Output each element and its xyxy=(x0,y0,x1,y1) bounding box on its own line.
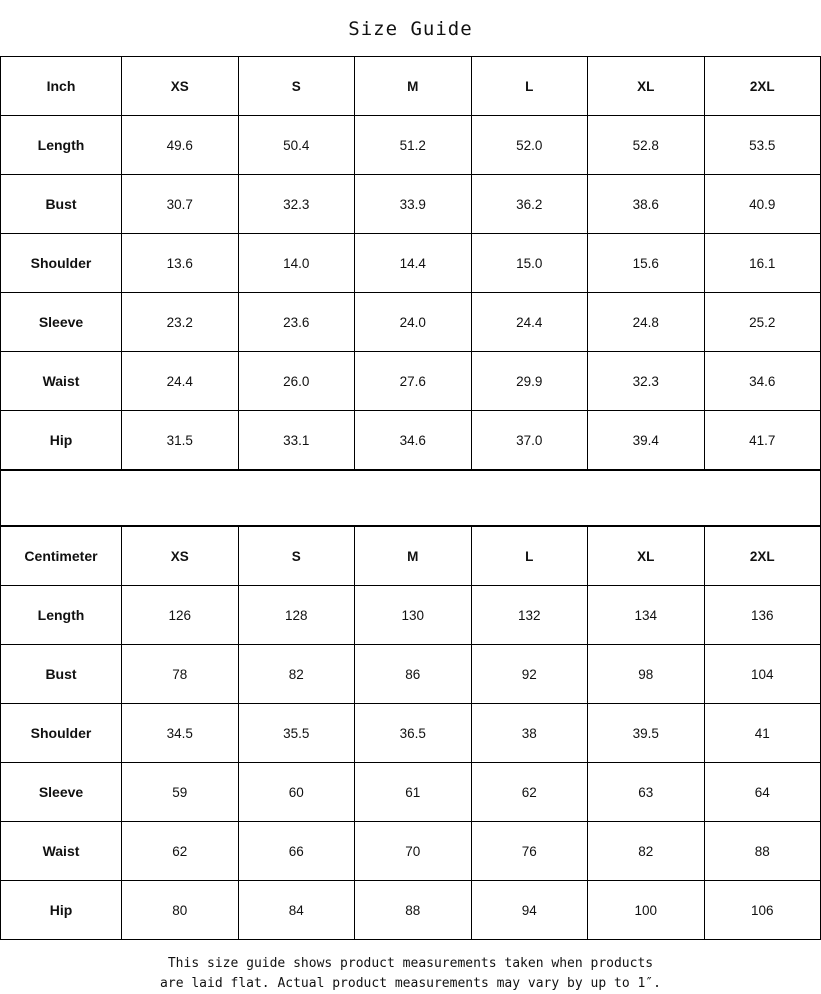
column-header-xl: XL xyxy=(588,527,705,586)
table-header-row xyxy=(1,57,821,116)
cell-waist-xl: 82 xyxy=(588,822,705,881)
cell-bust-2xl: 40.9 xyxy=(704,175,821,234)
column-header-l: L xyxy=(471,527,588,586)
cell-hip-m: 34.6 xyxy=(355,411,472,470)
row-label-hip: Hip xyxy=(1,411,122,470)
cell-length-s: 50.4 xyxy=(238,116,355,175)
footnote-line-1: This size guide shows product measurements taken when products xyxy=(167,956,654,971)
table-row xyxy=(1,293,821,352)
row-label-sleeve: Sleeve xyxy=(1,763,122,822)
cell-length-xs: 49.6 xyxy=(122,116,239,175)
table-row xyxy=(1,763,821,822)
column-header-l: L xyxy=(471,57,588,116)
cell-length-2xl: 136 xyxy=(704,586,821,645)
row-label-sleeve: Sleeve xyxy=(1,293,122,352)
cell-waist-2xl: 88 xyxy=(704,822,821,881)
row-label-shoulder: Shoulder xyxy=(1,704,122,763)
cell-shoulder-l: 38 xyxy=(471,704,588,763)
cell-bust-m: 33.9 xyxy=(355,175,472,234)
unit-label-centimeter: Centimeter xyxy=(1,527,122,586)
cell-length-m: 130 xyxy=(355,586,472,645)
footnote xyxy=(0,940,821,994)
cell-bust-l: 36.2 xyxy=(471,175,588,234)
cell-waist-m: 70 xyxy=(355,822,472,881)
cell-waist-l: 76 xyxy=(471,822,588,881)
cell-waist-2xl: 34.6 xyxy=(704,352,821,411)
cell-hip-s: 84 xyxy=(238,881,355,940)
column-header-xs: XS xyxy=(122,57,239,116)
table-row xyxy=(1,234,821,293)
column-header-m: M xyxy=(355,57,472,116)
centimeter-size-table xyxy=(0,526,821,940)
cell-sleeve-xs: 23.2 xyxy=(122,293,239,352)
cell-hip-xl: 39.4 xyxy=(588,411,705,470)
table-row xyxy=(1,704,821,763)
cell-bust-xl: 98 xyxy=(588,645,705,704)
cell-shoulder-xl: 39.5 xyxy=(588,704,705,763)
row-label-bust: Bust xyxy=(1,645,122,704)
table-row xyxy=(1,586,821,645)
column-header-xs: XS xyxy=(122,527,239,586)
cell-length-xl: 134 xyxy=(588,586,705,645)
row-label-waist: Waist xyxy=(1,822,122,881)
cell-bust-s: 82 xyxy=(238,645,355,704)
cell-sleeve-s: 60 xyxy=(238,763,355,822)
cell-sleeve-xl: 63 xyxy=(588,763,705,822)
cell-hip-2xl: 41.7 xyxy=(704,411,821,470)
cell-hip-xs: 31.5 xyxy=(122,411,239,470)
cell-shoulder-s: 35.5 xyxy=(238,704,355,763)
column-header-s: S xyxy=(238,57,355,116)
cell-bust-l: 92 xyxy=(471,645,588,704)
cell-waist-l: 29.9 xyxy=(471,352,588,411)
inch-size-table xyxy=(0,56,821,470)
cell-bust-xl: 38.6 xyxy=(588,175,705,234)
cell-shoulder-xl: 15.6 xyxy=(588,234,705,293)
cell-shoulder-l: 15.0 xyxy=(471,234,588,293)
table-row xyxy=(1,116,821,175)
cell-hip-l: 37.0 xyxy=(471,411,588,470)
footnote-line-2: are laid flat. Actual product measurements may vary by up to 1″. xyxy=(160,976,661,992)
cell-shoulder-xs: 34.5 xyxy=(122,704,239,763)
cell-waist-xl: 32.3 xyxy=(588,352,705,411)
cell-hip-xs: 80 xyxy=(122,881,239,940)
cell-waist-m: 27.6 xyxy=(355,352,472,411)
cell-shoulder-xs: 13.6 xyxy=(122,234,239,293)
table-row xyxy=(1,352,821,411)
column-header-s: S xyxy=(238,527,355,586)
cell-hip-2xl: 106 xyxy=(704,881,821,940)
cell-length-2xl: 53.5 xyxy=(704,116,821,175)
cell-bust-s: 32.3 xyxy=(238,175,355,234)
cell-length-xs: 126 xyxy=(122,586,239,645)
row-label-shoulder: Shoulder xyxy=(1,234,122,293)
cell-waist-xs: 62 xyxy=(122,822,239,881)
cell-sleeve-xl: 24.8 xyxy=(588,293,705,352)
cell-sleeve-m: 24.0 xyxy=(355,293,472,352)
cell-shoulder-m: 14.4 xyxy=(355,234,472,293)
cell-sleeve-l: 24.4 xyxy=(471,293,588,352)
cell-sleeve-s: 23.6 xyxy=(238,293,355,352)
cell-sleeve-2xl: 64 xyxy=(704,763,821,822)
cell-bust-xs: 78 xyxy=(122,645,239,704)
column-header-xl: XL xyxy=(588,57,705,116)
column-header-m: M xyxy=(355,527,472,586)
cell-hip-xl: 100 xyxy=(588,881,705,940)
cell-sleeve-xs: 59 xyxy=(122,763,239,822)
cell-length-xl: 52.8 xyxy=(588,116,705,175)
cell-shoulder-s: 14.0 xyxy=(238,234,355,293)
table-row xyxy=(1,645,821,704)
row-label-waist: Waist xyxy=(1,352,122,411)
table-row xyxy=(1,175,821,234)
cell-length-m: 51.2 xyxy=(355,116,472,175)
row-label-bust: Bust xyxy=(1,175,122,234)
unit-label-inch: Inch xyxy=(1,57,122,116)
page-title: Size Guide xyxy=(348,18,473,40)
cell-waist-s: 66 xyxy=(238,822,355,881)
cell-length-s: 128 xyxy=(238,586,355,645)
cell-shoulder-2xl: 41 xyxy=(704,704,821,763)
cell-waist-s: 26.0 xyxy=(238,352,355,411)
table-row xyxy=(1,411,821,470)
column-header-2xl: 2XL xyxy=(704,527,821,586)
cell-hip-s: 33.1 xyxy=(238,411,355,470)
row-label-length: Length xyxy=(1,586,122,645)
cell-sleeve-m: 61 xyxy=(355,763,472,822)
cell-shoulder-m: 36.5 xyxy=(355,704,472,763)
cell-bust-xs: 30.7 xyxy=(122,175,239,234)
row-label-hip: Hip xyxy=(1,881,122,940)
cell-bust-2xl: 104 xyxy=(704,645,821,704)
cell-waist-xs: 24.4 xyxy=(122,352,239,411)
cell-hip-l: 94 xyxy=(471,881,588,940)
table-row xyxy=(1,822,821,881)
cell-hip-m: 88 xyxy=(355,881,472,940)
row-label-length: Length xyxy=(1,116,122,175)
table-row xyxy=(1,881,821,940)
cell-sleeve-l: 62 xyxy=(471,763,588,822)
column-header-2xl: 2XL xyxy=(704,57,821,116)
cell-shoulder-2xl: 16.1 xyxy=(704,234,821,293)
table-header-row xyxy=(1,527,821,586)
cell-sleeve-2xl: 25.2 xyxy=(704,293,821,352)
cell-bust-m: 86 xyxy=(355,645,472,704)
cell-length-l: 132 xyxy=(471,586,588,645)
cell-length-l: 52.0 xyxy=(471,116,588,175)
table-separator xyxy=(0,470,821,526)
